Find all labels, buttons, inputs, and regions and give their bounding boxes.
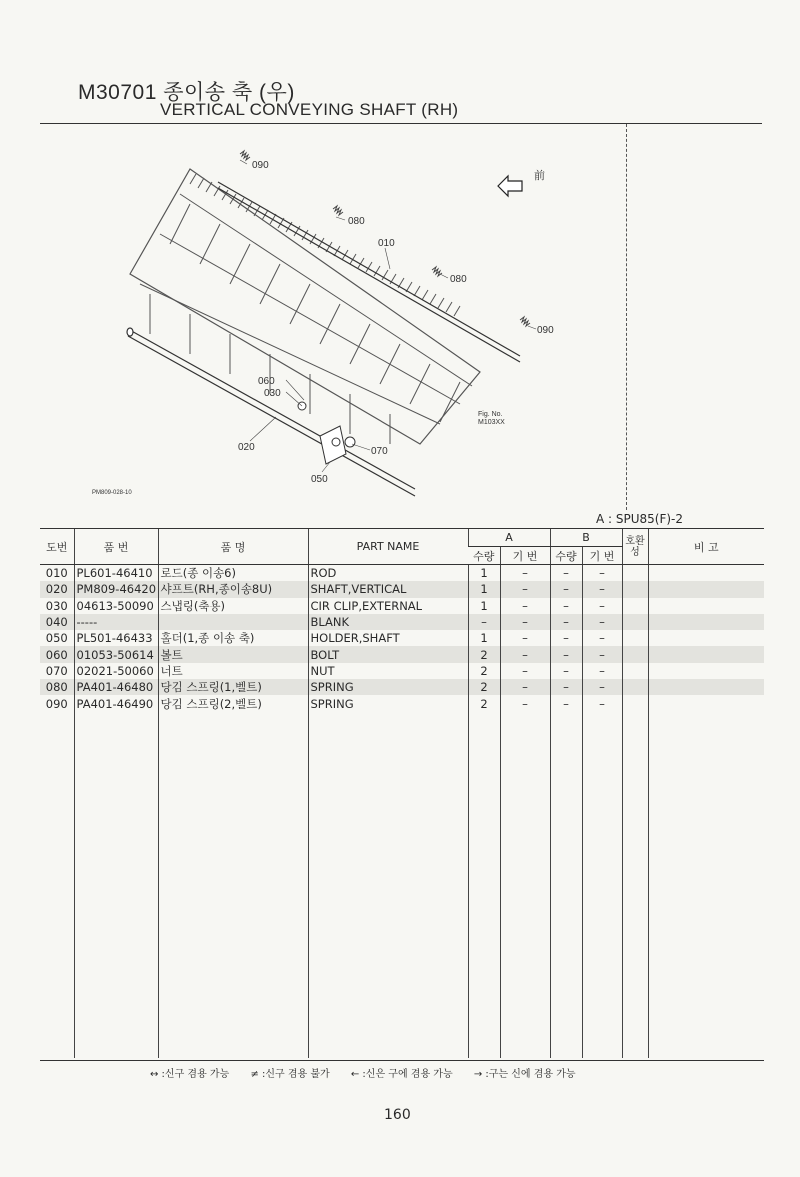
- name-ko-cell: 볼트: [158, 646, 308, 662]
- part-no-cell: -----: [74, 614, 158, 630]
- b-qty-cell: –: [550, 581, 582, 597]
- ref-no-cell: 080: [40, 679, 74, 695]
- part-no-cell: PL501-46433: [74, 630, 158, 646]
- remarks-cell: [648, 695, 764, 711]
- empty-cell: [550, 712, 582, 1058]
- ref-no-cell: 010: [45, 566, 68, 581]
- part-no-cell: PA401-46480: [74, 679, 158, 695]
- callout-030: 030: [264, 388, 281, 399]
- legend-item: ≠ :신구 겸용 불가: [250, 1069, 330, 1080]
- callout-labels: [238, 160, 554, 485]
- a-code-cell: –: [500, 679, 550, 695]
- a-code-cell: –: [500, 630, 550, 646]
- a-qty-cell: 1: [468, 598, 500, 614]
- name-en-cell: NUT: [308, 663, 468, 679]
- remarks-cell: [648, 630, 764, 646]
- header-part-no: 품 번: [74, 529, 158, 565]
- b-code-cell: –: [582, 565, 622, 582]
- remarks-cell: [648, 646, 764, 662]
- callout-080-top: 080: [348, 216, 365, 227]
- b-code-cell: –: [582, 630, 622, 646]
- b-qty-cell: –: [550, 679, 582, 695]
- remarks-cell: [648, 581, 764, 597]
- empty-cell: [74, 712, 158, 1058]
- table-filler-row: [40, 712, 764, 1058]
- name-ko-cell: 스냅링(축용): [158, 598, 308, 614]
- header-name-en: PART NAME: [308, 529, 468, 565]
- ref-no-cell: 040: [40, 614, 74, 630]
- table-row: [40, 614, 764, 630]
- compat-cell: [622, 679, 648, 695]
- holder-050: [298, 402, 355, 464]
- a-qty-cell: 1: [468, 565, 500, 582]
- callout-050: 050: [311, 474, 328, 485]
- name-ko-cell: 너트: [158, 663, 308, 679]
- callout-090-top: 090: [252, 160, 269, 171]
- page-number: 160: [384, 1107, 411, 1123]
- shaft-020: [127, 328, 415, 496]
- part-no-cell: PL601-46410: [74, 565, 158, 582]
- callout-080: 080: [450, 274, 467, 285]
- fig-ref-line1: Fig. No.: [478, 411, 503, 418]
- part-no-cell: PM809-46420: [74, 581, 158, 597]
- remarks-cell: [648, 663, 764, 679]
- compat-cell: [622, 695, 648, 711]
- b-code-cell: –: [582, 646, 622, 662]
- b-qty-cell: –: [550, 630, 582, 646]
- a-code-cell: –: [500, 614, 550, 630]
- header-remarks: 비 고: [648, 529, 764, 565]
- b-code-cell: –: [582, 663, 622, 679]
- ref-no-cell: 070: [45, 663, 68, 678]
- a-qty-cell: 2: [468, 695, 500, 711]
- fig-ref-line2: M103XX: [478, 419, 505, 426]
- remarks-cell: [648, 614, 764, 630]
- part-no-cell: PA401-46490: [74, 695, 158, 711]
- name-en-cell: HOLDER,SHAFT: [308, 630, 468, 646]
- ref-no-cell: 050: [45, 631, 68, 646]
- part-no-cell: 01053-50614: [74, 646, 158, 662]
- header-b-qty: 수량: [550, 547, 582, 565]
- header-ref-no: 도번: [40, 529, 74, 565]
- parts-table-body: [40, 565, 764, 1058]
- a-qty-cell: 2: [468, 663, 500, 679]
- name-en-cell: SPRING: [308, 695, 468, 711]
- front-arrow-icon: [498, 176, 522, 196]
- table-row: [40, 679, 764, 695]
- header-a-code: 기 번: [500, 547, 550, 565]
- ref-no-cell: 020: [40, 581, 74, 597]
- b-qty-cell: –: [550, 598, 582, 614]
- a-qty-cell: 2: [468, 679, 500, 695]
- a-code-cell: –: [500, 695, 550, 711]
- empty-cell: [582, 712, 622, 1058]
- name-en-cell: SPRING: [308, 679, 468, 695]
- empty-cell: [500, 712, 550, 1058]
- callout-060: 060: [258, 376, 275, 387]
- b-qty-cell: –: [550, 663, 582, 679]
- model-reference: A : SPU85(F)-2: [596, 512, 684, 526]
- legend-item: ← :신은 구에 겸용 가능: [350, 1069, 453, 1080]
- b-qty-cell: –: [550, 614, 582, 630]
- b-code-cell: –: [582, 614, 622, 630]
- callout-020: 020: [238, 442, 255, 453]
- compat-cell: [622, 630, 648, 646]
- table-row: [40, 630, 764, 646]
- a-code-cell: –: [500, 646, 550, 662]
- b-code-cell: –: [582, 679, 622, 695]
- callout-090: 090: [537, 325, 554, 336]
- table-row: [40, 646, 764, 662]
- a-qty-cell: 2: [468, 646, 500, 662]
- name-en-cell: BLANK: [308, 614, 468, 630]
- name-en-cell: SHAFT,VERTICAL: [308, 581, 468, 597]
- empty-cell: [40, 712, 74, 1058]
- remarks-cell: [648, 679, 764, 695]
- empty-cell: [468, 712, 500, 1058]
- b-code-cell: –: [582, 598, 622, 614]
- front-label: 前: [534, 170, 545, 182]
- section-title-ko: 종이송 축 (우): [163, 81, 295, 104]
- b-code-cell: –: [582, 695, 622, 711]
- name-en-cell: BOLT: [308, 646, 468, 662]
- compat-cell: [622, 565, 648, 582]
- header-compat: 호환성: [622, 529, 648, 565]
- compat-cell: [622, 614, 648, 630]
- a-qty-cell: –: [468, 614, 500, 630]
- name-ko-cell: 샤프트(RH,종이송8U): [158, 581, 308, 597]
- parts-diagram: [40, 124, 626, 510]
- a-qty-cell: 1: [468, 581, 500, 597]
- compat-cell: [622, 663, 648, 679]
- b-code-cell: –: [582, 581, 622, 597]
- parts-table: [40, 528, 764, 1058]
- header-name-ko: 품 명: [158, 529, 308, 565]
- header-group-a: A: [468, 529, 550, 547]
- name-en-cell: CIR CLIP,EXTERNAL: [308, 598, 468, 614]
- compatibility-legend: [150, 1065, 670, 1080]
- name-ko-cell: 당김 스프링(1,벨트): [158, 679, 308, 695]
- b-qty-cell: –: [550, 695, 582, 711]
- compat-cell: [622, 598, 648, 614]
- ref-no-cell: 030: [45, 598, 68, 613]
- ref-no-cell: 090: [45, 696, 68, 711]
- callout-070: 070: [371, 446, 388, 457]
- section-title-en: VERTICAL CONVEYING SHAFT (RH): [160, 100, 459, 119]
- name-ko-cell: 로드(종 이송6): [158, 565, 308, 582]
- shaft-010: [218, 182, 520, 362]
- section-code: M30701: [78, 81, 157, 104]
- a-code-cell: –: [500, 581, 550, 597]
- empty-cell: [158, 712, 308, 1058]
- table-bottom-rule: [40, 1060, 764, 1061]
- empty-cell: [308, 712, 468, 1058]
- part-no-cell: 04613-50090: [74, 598, 158, 614]
- empty-cell: [622, 712, 648, 1058]
- remarks-cell: [648, 565, 764, 582]
- legend-item: → :구는 신에 겸용 가능: [473, 1069, 576, 1080]
- remarks-cell: [648, 598, 764, 614]
- b-qty-cell: –: [550, 565, 582, 582]
- a-qty-cell: 1: [468, 630, 500, 646]
- part-no-cell: 02021-50060: [74, 663, 158, 679]
- name-ko-cell: [158, 614, 308, 630]
- name-en-cell: ROD: [308, 565, 468, 582]
- a-code-cell: –: [500, 565, 550, 582]
- legend-item: ↔ :신구 겸용 가능: [150, 1069, 230, 1080]
- name-ko-cell: 당김 스프링(2,벨트): [158, 695, 308, 711]
- header-a-qty: 수량: [468, 547, 500, 565]
- callout-010: 010: [378, 238, 395, 249]
- a-code-cell: –: [500, 598, 550, 614]
- a-code-cell: –: [500, 663, 550, 679]
- header-b-code: 기 번: [582, 547, 622, 565]
- table-row: [40, 598, 764, 614]
- empty-cell: [648, 712, 764, 1058]
- diagram-image-id: PM809-028-10: [92, 490, 132, 496]
- diagram-right-border: [626, 124, 627, 510]
- table-row: [40, 695, 764, 711]
- header-group-b: B: [550, 529, 622, 547]
- compat-cell: [622, 581, 648, 597]
- table-row: [40, 565, 764, 582]
- b-qty-cell: –: [550, 646, 582, 662]
- name-ko-cell: 홀더(1,종 이송 축): [158, 630, 308, 646]
- compat-cell: [622, 646, 648, 662]
- table-row: [40, 663, 764, 679]
- table-row: [40, 581, 764, 597]
- ref-no-cell: 060: [40, 646, 74, 662]
